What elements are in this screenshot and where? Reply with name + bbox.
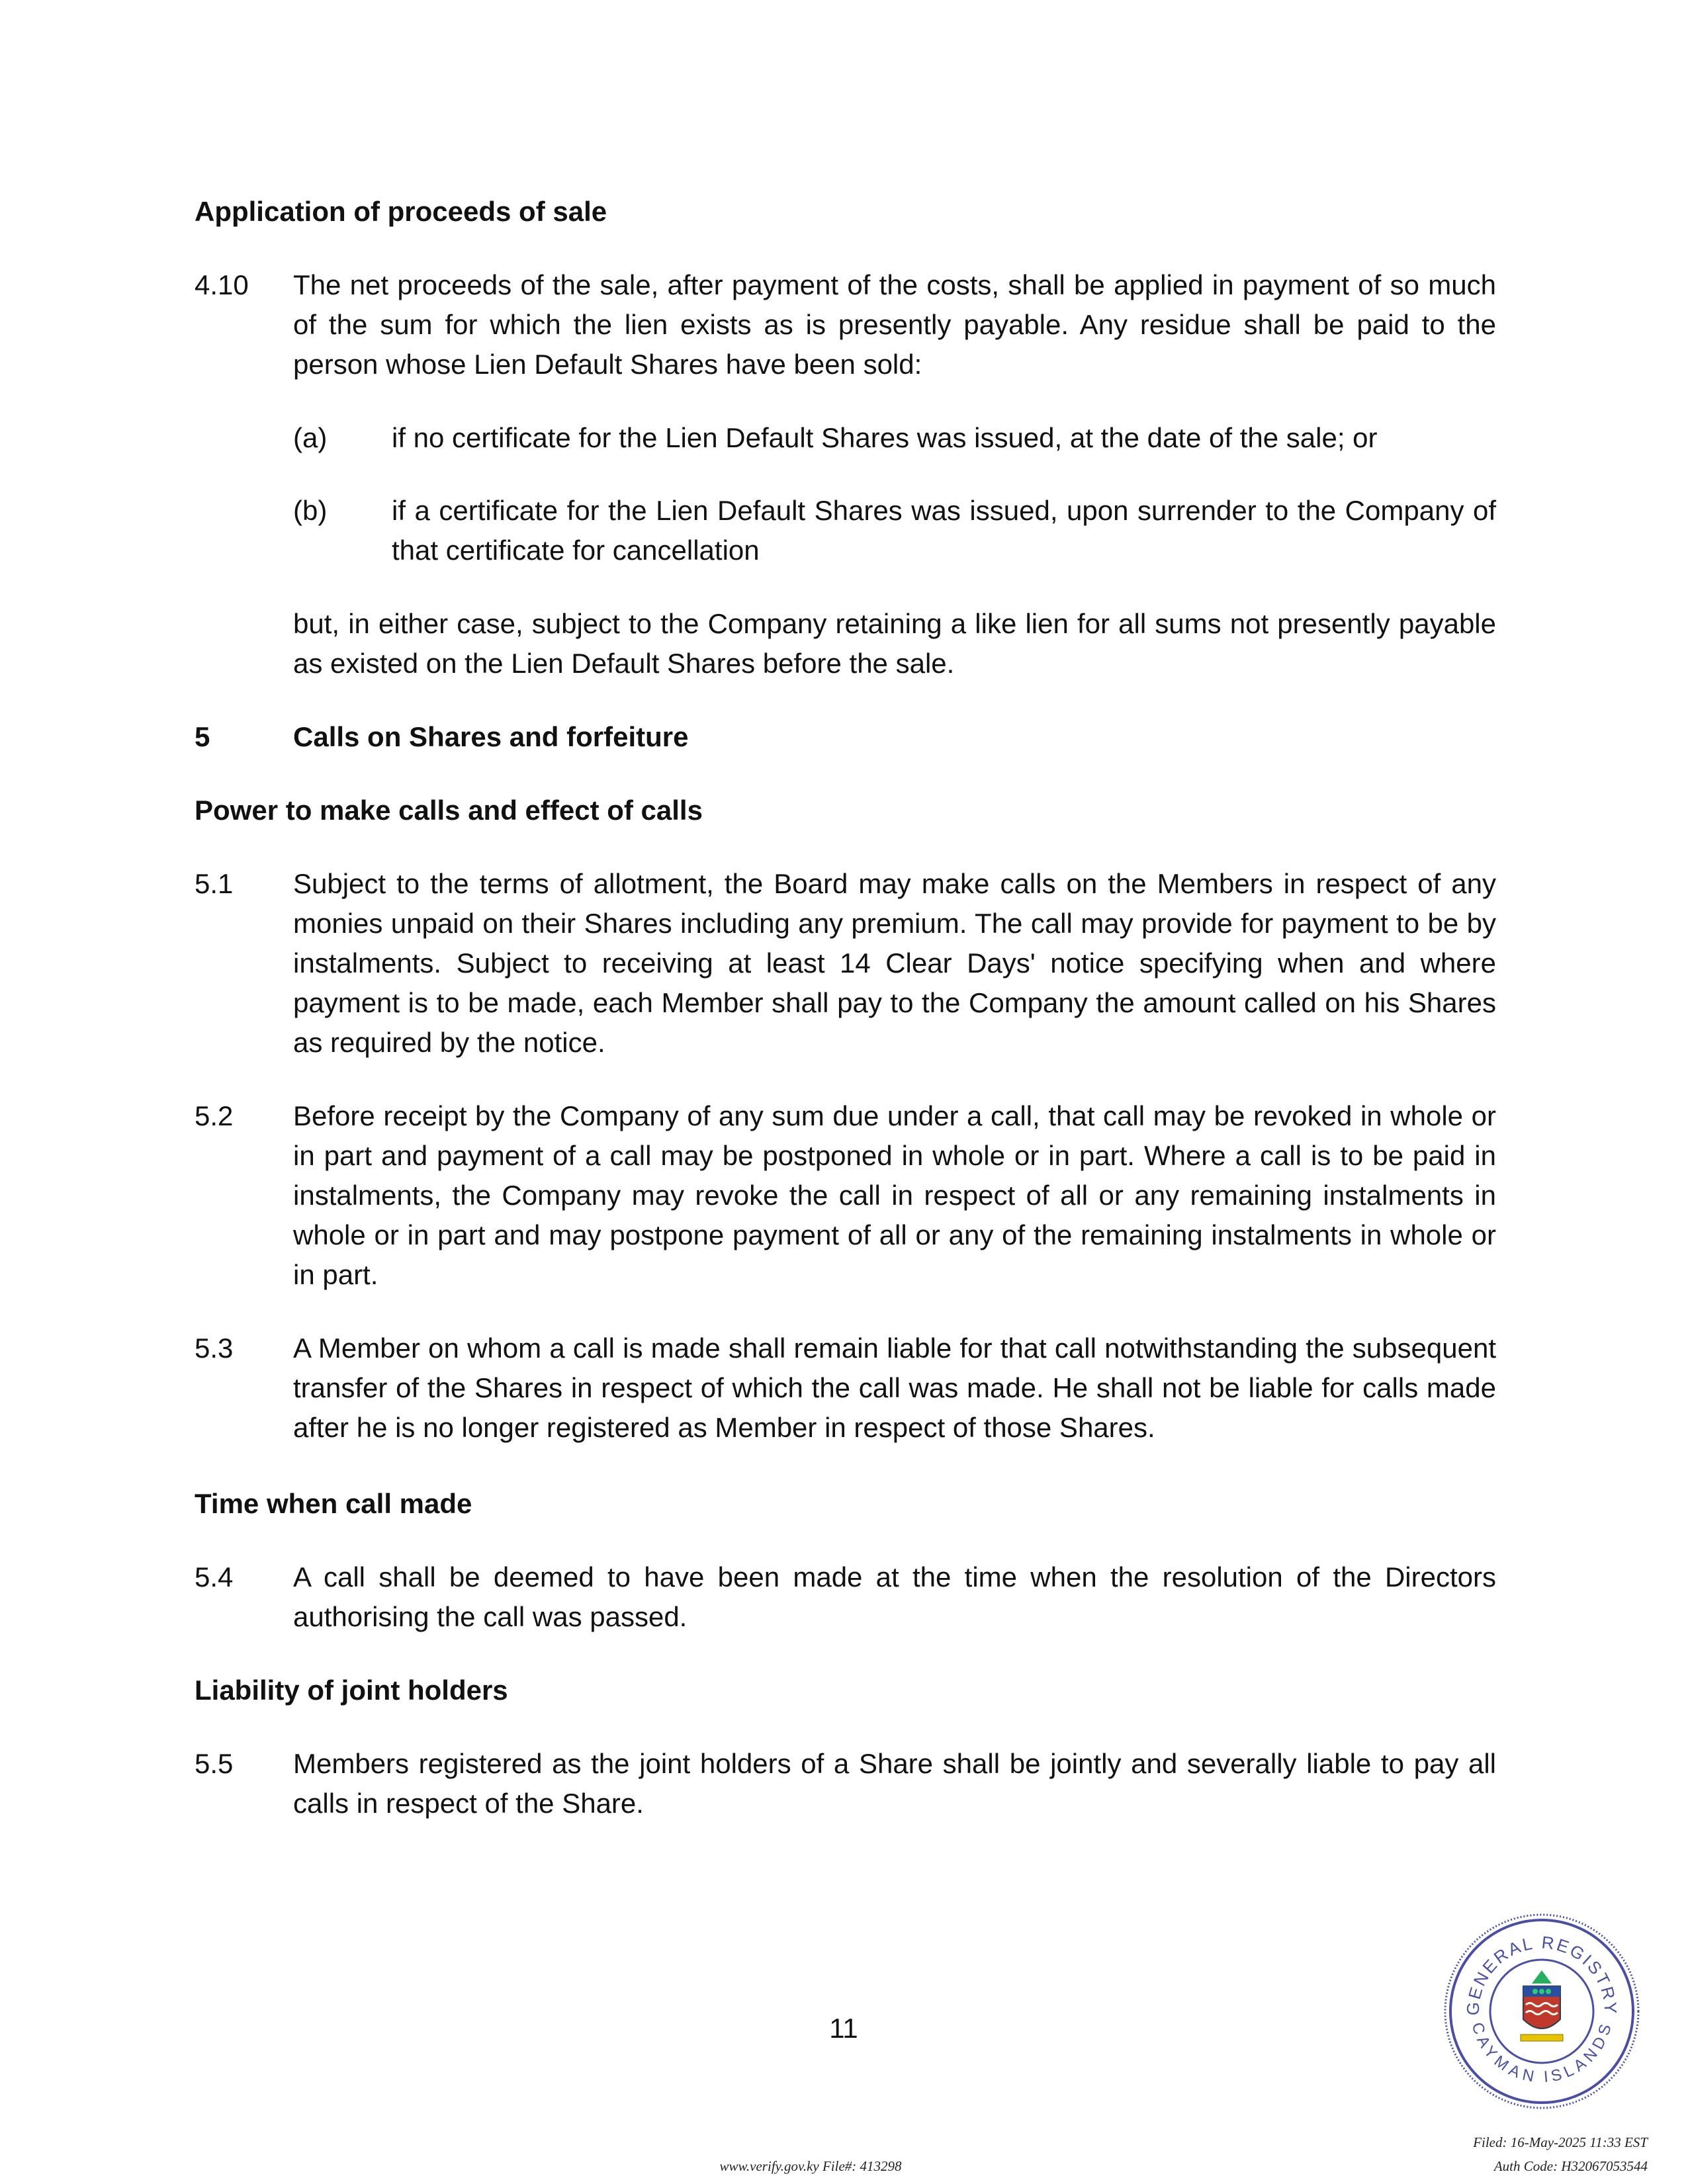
clause-text-5-5: Members registered as the joint holders of a Share shall be jointly and severally liable to pay all calls in respect of the Share. [293,1748,1496,1819]
footer-verify-file: www.verify.gov.ky File#: 413298 [719,2158,902,2174]
clause-text-5-3: A Member on whom a call is made shall remain liable for that call notwithstanding the subsequent transfer of the Shares in respect of which the call was made. He shall not be liable for calls made after he is no longer registered as Member in respect of those Shares. [293,1332,1496,1443]
sub-item-text-a: if no certificate for the Lien Default Shares was issued, at the date of the sale; or [392,422,1378,453]
clause-number-5-2: 5.2 [195,1100,234,1131]
clause-number-5-5: 5.5 [195,1748,234,1779]
clause-text-4-10: The net proceeds of the sale, after payment of the costs, shall be applied in payment of so much of the sum for which the lien exists as is presently payable. Any residue shall be paid to the person whose Lien Default Shares have been sold: [293,269,1496,380]
clause-text-5-4: A call shall be deemed to have been made at the time when the resolution of the Directors authorising the call was passed. [293,1561,1496,1632]
page-number: 11 [829,2013,858,2044]
heading-application-of-proceeds: Application of proceeds of sale [195,196,607,227]
footer-filed-date: Filed: 16-May-2025 11:33 EST [1473,2134,1648,2150]
heading-time-when-call-made: Time when call made [195,1488,472,1519]
clause-text-5-2: Before receipt by the Company of any sum due under a call, that call may be revoked in whole or in part and payment of a call may be postponed in whole or in part. Where a call is to be paid in instalments, the Company may revoke the call in respect of all or any remaining instalments in whole or in part and may postpone payment of all or any of the remaining instalments in whole or in part. [293,1100,1496,1290]
clause-number-4-10: 4.10 [195,269,249,300]
sub-item-letter-a: (a) [293,422,328,453]
heading-power-to-make-calls: Power to make calls and effect of calls [195,795,703,826]
clause-number-5-1: 5.1 [195,868,234,899]
seal-top-text: GENERAL REGISTRY [1462,1932,1621,2016]
clause-number-5-3: 5.3 [195,1332,234,1364]
section-number-5: 5 [195,721,210,752]
general-registry-seal [1443,1912,1641,2111]
sub-item-text-b: if a certificate for the Lien Default Shares was issued, upon surrender to the Company of that certificate for cancellation [392,495,1496,566]
clause-4-10-closing: but, in either case, subject to the Company retaining a like lien for all sums not presently payable as existed on the Lien Default Shares before the sale. [293,608,1496,679]
seal-bottom-text: CAYMAN ISLANDS [1468,2020,1616,2086]
svg-text:CAYMAN ISLANDS [1468,2021,1615,2086]
heading-liability-of-joint-holders: Liability of joint holders [195,1675,508,1706]
footer-auth-code: Auth Code: H32067053544 [1493,2158,1648,2174]
section-title-5: Calls on Shares and forfeiture [293,721,689,752]
clause-text-5-1: Subject to the terms of allotment, the Board may make calls on the Members in respect of any monies unpaid on their Shares including any premium. The call may provide for payment to be by instalments. Subject to receiving at least 14 Clear Days' notice specifying when and where payment is to be made, each Member shall pay to the Company the amount called on his Shares as required by the notice. [293,868,1496,1058]
coat-of-arms-icon [1521,1970,1563,2041]
sub-item-letter-b: (b) [293,495,328,526]
clause-number-5-4: 5.4 [195,1561,234,1593]
